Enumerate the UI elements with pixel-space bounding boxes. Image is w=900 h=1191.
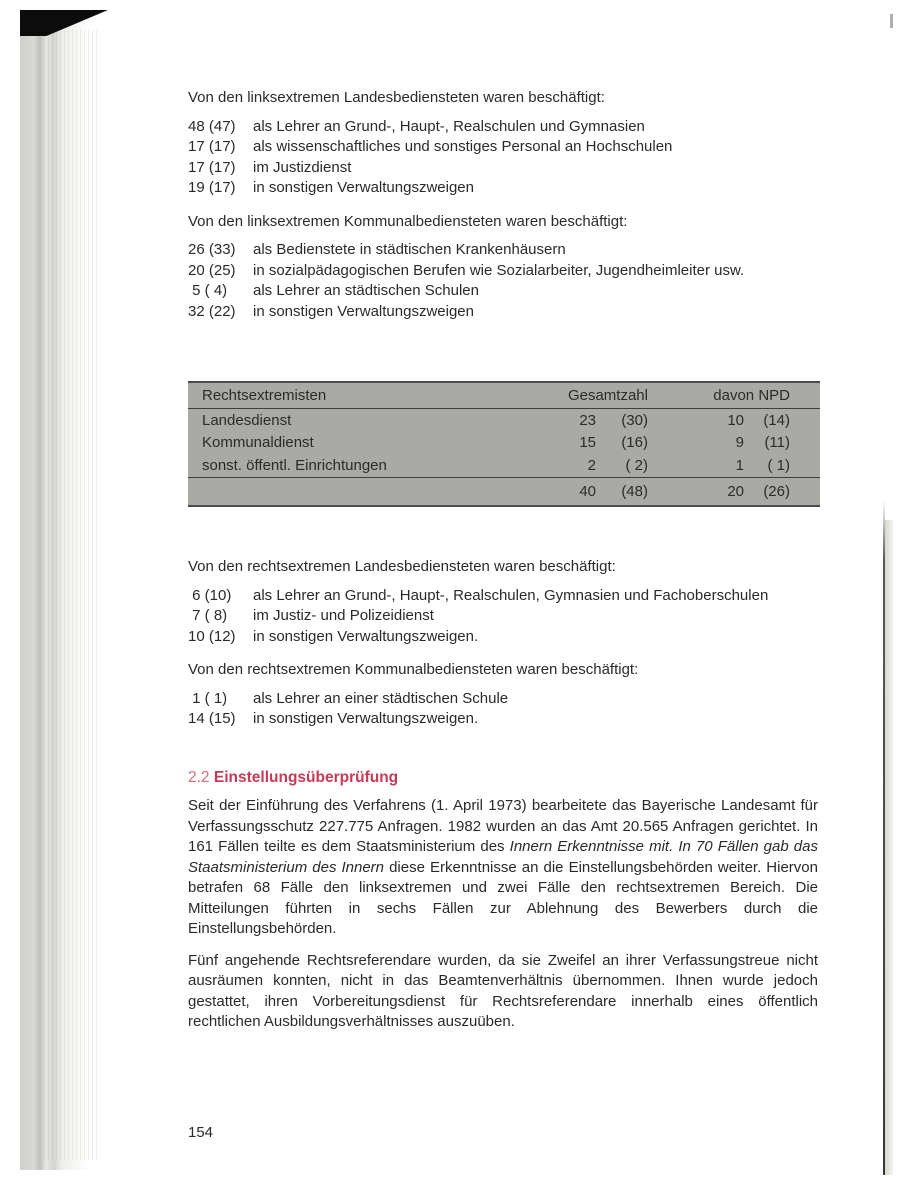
scan-mark	[890, 14, 893, 28]
list-text: in sonstigen Verwaltungszweigen.	[253, 627, 479, 645]
list-item	[188, 302, 818, 323]
row-total: 15	[579, 434, 596, 452]
list-count: 17 (17)	[188, 138, 236, 155]
list-item	[188, 709, 818, 730]
list-text: in sonstigen Verwaltungszweigen	[253, 302, 474, 320]
row-npd-prev: (11)	[764, 434, 790, 452]
table-row	[188, 454, 820, 477]
row-total: 2	[587, 456, 596, 474]
row-label: Landesdienst	[202, 411, 292, 429]
list-count: 7 ( 8)	[188, 607, 228, 624]
list-item	[188, 158, 818, 179]
left-municipal-intro: Von den linksextremen Kommunalbediensteten waren beschäftigt:	[188, 212, 628, 230]
list-count: 32 (22)	[188, 302, 236, 320]
list-count: 1 ( 1)	[188, 689, 228, 707]
right-municipal-intro: Von den rechtsextremen Kommunalbediensteten waren beschäftigt:	[188, 661, 639, 678]
list-item	[188, 117, 818, 138]
list-text: in sonstigen Verwaltungszweigen.	[253, 710, 479, 727]
row-npd: 9	[735, 434, 744, 452]
list-item	[188, 606, 818, 627]
list-count: 48 (47)	[188, 117, 236, 135]
row-total-prev: (30)	[621, 411, 648, 429]
list-text: in sozialpädagogischen Berufen wie Sozialarbeiter, Jugendheimleiter usw.	[253, 261, 745, 279]
total-total: 40	[579, 482, 596, 500]
table-header-total: Gesamtzahl	[567, 387, 648, 404]
row-npd-prev: ( 1)	[767, 456, 790, 474]
list-text: im Justizdienst	[253, 158, 352, 176]
list-item	[188, 627, 818, 648]
list-count: 26 (33)	[188, 241, 236, 258]
row-total-prev: ( 2)	[625, 456, 648, 474]
page-lower-content	[188, 557, 818, 1044]
row-npd: 1	[735, 456, 744, 474]
section-paragraph-1	[188, 796, 818, 940]
table-total-row	[188, 477, 820, 505]
list-text: als Lehrer an Grund-, Haupt-, Realschulen, Gymnasien und Fachoberschulen	[253, 586, 769, 604]
right-extremists-table	[188, 381, 820, 507]
list-item	[188, 281, 818, 302]
table-header-npd: davon NPD	[713, 387, 790, 404]
list-count: 20 (25)	[188, 261, 236, 279]
left-state-list	[188, 117, 818, 199]
total-npd: 20	[727, 482, 744, 500]
list-text: als Lehrer an städtischen Schulen	[253, 282, 479, 299]
left-municipal-list	[188, 240, 818, 322]
list-item	[188, 689, 818, 710]
paragraph-text: Seit der Einführung des Verfahrens (1. April 1973) bearbeitete das Bayerische Landesamt für Verfassungsschutz 227.775 Anfragen. 1982 wurden an das Amt 20.565 Anfragen gerichtet. In 161 Fällen teilte es dem Staatsministerium des	[188, 797, 818, 855]
list-count: 14 (15)	[188, 710, 236, 727]
section-number: 2.2	[188, 768, 210, 786]
list-text: in sonstigen Verwaltungszweigen	[253, 179, 474, 196]
row-label: sonst. öffentl. Einrichtungen	[202, 456, 387, 474]
list-count: 6 (10)	[188, 586, 232, 604]
page-upper-content	[188, 88, 818, 335]
list-item	[188, 178, 818, 199]
page-stack-edges	[44, 30, 100, 1160]
list-count: 17 (17)	[188, 158, 236, 176]
total-total-prev: (48)	[621, 482, 648, 500]
table-header-label: Rechtsextremisten	[202, 387, 327, 404]
list-text: als wissenschaftliches und sonstiges Personal an Hochschulen	[253, 138, 673, 155]
total-npd-prev: (26)	[763, 482, 790, 500]
table-row	[188, 432, 820, 455]
paragraph-text: diese Erkenntnisse an die Einstellungsbehörden weiter. Hiervon betrafen 68 Fälle den linksextremen und zwei Fälle den rechtsextremen Bereich. Die Mitteilungen führten in sechs Fällen zur Ablehnung des Bewerbers durch die Einstellungsbehörden.	[188, 858, 818, 937]
list-item	[188, 586, 818, 607]
list-item	[188, 240, 818, 261]
right-state-intro: Von den rechtsextremen Landesbediensteten waren beschäftigt:	[188, 558, 616, 575]
left-state-intro: Von den linksextremen Landesbediensteten waren beschäftigt:	[188, 89, 605, 106]
list-text: als Lehrer an einer städtischen Schule	[253, 689, 509, 707]
right-state-list	[188, 586, 818, 648]
list-text: als Bedienstete in städtischen Krankenhäusern	[253, 241, 566, 258]
row-total-prev: (16)	[621, 434, 648, 452]
list-item	[188, 137, 818, 158]
right-municipal-list	[188, 689, 818, 730]
list-item	[188, 261, 818, 282]
list-text: als Lehrer an Grund-, Haupt-, Realschulen und Gymnasien	[253, 117, 645, 135]
section-heading	[188, 768, 818, 789]
page-number: 154	[188, 1124, 214, 1141]
list-count: 10 (12)	[188, 627, 236, 645]
page-right-edge-shade	[885, 520, 893, 1175]
row-npd: 10	[727, 411, 744, 429]
row-label: Kommunaldienst	[202, 434, 314, 452]
section-title: Einstellungsüberprüfung	[213, 768, 399, 786]
page-right-edge	[883, 500, 885, 1175]
list-text: im Justiz- und Polizeidienst	[253, 607, 434, 624]
list-count: 5 ( 4)	[188, 282, 228, 299]
paragraph-italic-text: Innern Erkenntnisse mit. In 70 Fällen gab das Staatsministerium des Innern	[188, 838, 818, 876]
table-row	[188, 409, 820, 432]
table-header-row	[188, 383, 820, 409]
list-count: 19 (17)	[188, 179, 236, 196]
row-total: 23	[579, 411, 596, 429]
section-paragraph-2: Fünf angehende Rechtsreferendare wurden, da sie Zweifel an ihrer Verfassungstreue nicht ausräumen konnten, nicht in das Beamtenverhältnis übernommen. Ihnen wurde jedoch gestattet, ihren Vorbereitungsdienst für Rechtsreferendare innerhalb eines öffentlich rechtlichen Ausbildungsverhältnisses auszuüben.	[188, 951, 818, 1030]
row-npd-prev: (14)	[763, 411, 790, 429]
